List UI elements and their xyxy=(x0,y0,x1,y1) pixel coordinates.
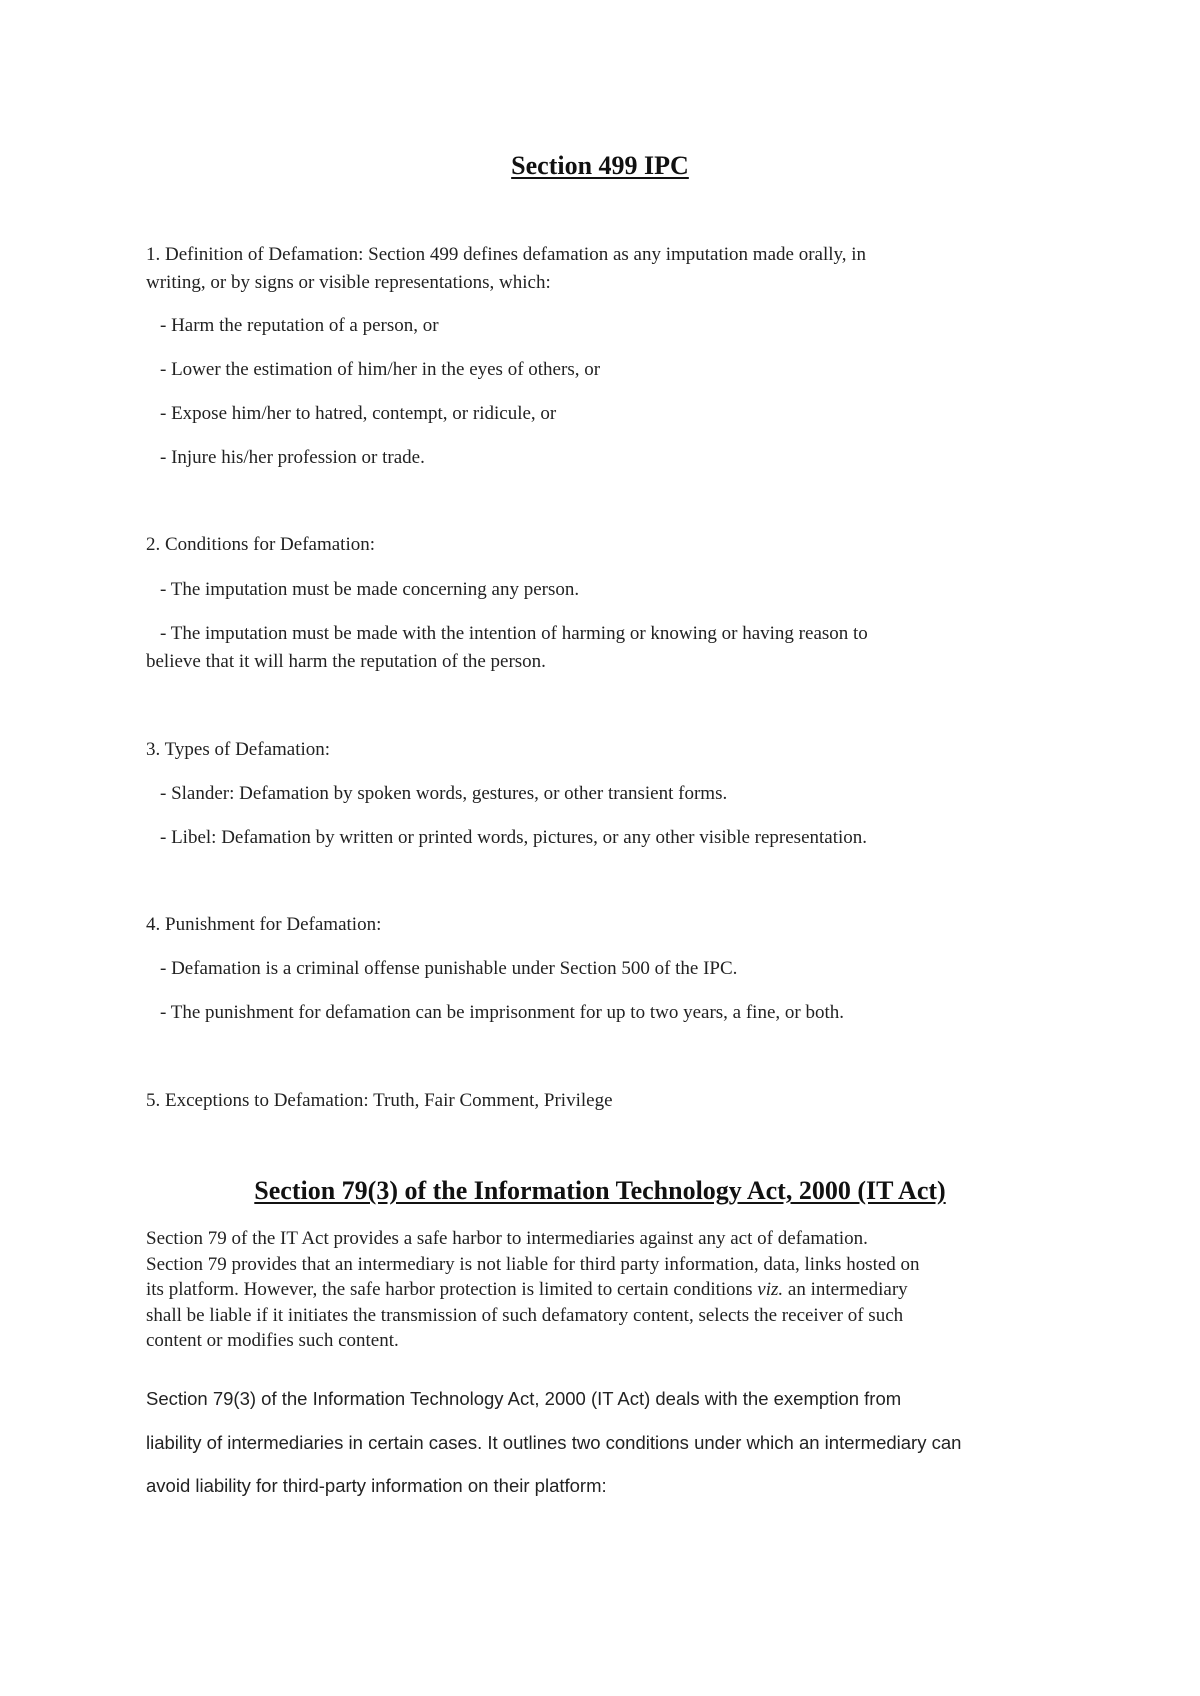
section-499-title: Section 499 IPC xyxy=(511,151,689,180)
item4-heading: 4. Punishment for Defamation: xyxy=(146,914,382,935)
item5-heading: 5. Exceptions to Defamation: Truth, Fair Comment, Privilege xyxy=(146,1090,613,1111)
item1-bullet-2: - Lower the estimation of him/her in the eyes of others, or xyxy=(160,359,601,380)
para1-line3 xyxy=(146,1277,1076,1303)
item2-heading: 2. Conditions for Defamation: xyxy=(146,534,376,555)
para1-line2: Section 79 provides that an intermediary is not liable for third party information, data, links hosted on xyxy=(146,1253,920,1275)
para1-line1: Section 79 of the IT Act provides a safe harbor to intermediaries against any act of defamation. xyxy=(146,1228,868,1249)
item3-bullet-1: - Slander: Defamation by spoken words, gestures, or other transient forms. xyxy=(160,783,728,804)
para2-line3: avoid liability for third-party information on their platform: xyxy=(146,1475,607,1496)
item1-bullet-1: - Harm the reputation of a person, or xyxy=(160,315,439,336)
para1-line3-pre: its platform. However, the safe harbor protection is limited to certain conditions xyxy=(146,1279,758,1300)
item3-bullet-2: - Libel: Defamation by written or printed words, pictures, or any other visible representation. xyxy=(160,827,868,848)
section79-paragraph-2 xyxy=(146,1388,1086,1519)
item1-bullet-3: - Expose him/her to hatred, contempt, or ridicule, or xyxy=(160,403,557,424)
item2-bullet-1: - The imputation must be made concerning any person. xyxy=(160,579,580,600)
item2-bullet-2-line2: believe that it will harm the reputation of the person. xyxy=(146,651,546,672)
para1-line5: content or modifies such content. xyxy=(146,1330,399,1351)
item2-bullet-2-line1: - The imputation must be made with the intention of harming or knowing or having reason to xyxy=(160,623,868,644)
section79-paragraph-1 xyxy=(146,1226,1076,1354)
para1-line3-italic: viz. xyxy=(757,1279,784,1300)
section-79-title: Section 79(3) of the Information Technology Act, 2000 (IT Act) xyxy=(254,1176,946,1205)
para2-line1: Section 79(3) of the Information Technology Act, 2000 (IT Act) deals with the exemption from xyxy=(146,1388,902,1409)
para1-line4: shall be liable if it initiates the transmission of such defamatory content, selects the receiver of such xyxy=(146,1304,904,1326)
item1-line1: 1. Definition of Defamation: Section 499 defines defamation as any imputation made orally, in xyxy=(146,244,867,265)
para2-line2: liability of intermediaries in certain cases. It outlines two conditions under which an intermediary can xyxy=(146,1431,962,1453)
item1-line2: writing, or by signs or visible representations, which: xyxy=(146,272,551,293)
para1-line3-post: an intermediary xyxy=(783,1279,908,1300)
item4-bullet-1: - Defamation is a criminal offense punishable under Section 500 of the IPC. xyxy=(160,958,738,979)
item4-bullet-2: - The punishment for defamation can be imprisonment for up to two years, a fine, or both. xyxy=(160,1002,844,1023)
item3-heading: 3. Types of Defamation: xyxy=(146,739,331,760)
item1-bullet-4: - Injure his/her profession or trade. xyxy=(160,447,425,468)
